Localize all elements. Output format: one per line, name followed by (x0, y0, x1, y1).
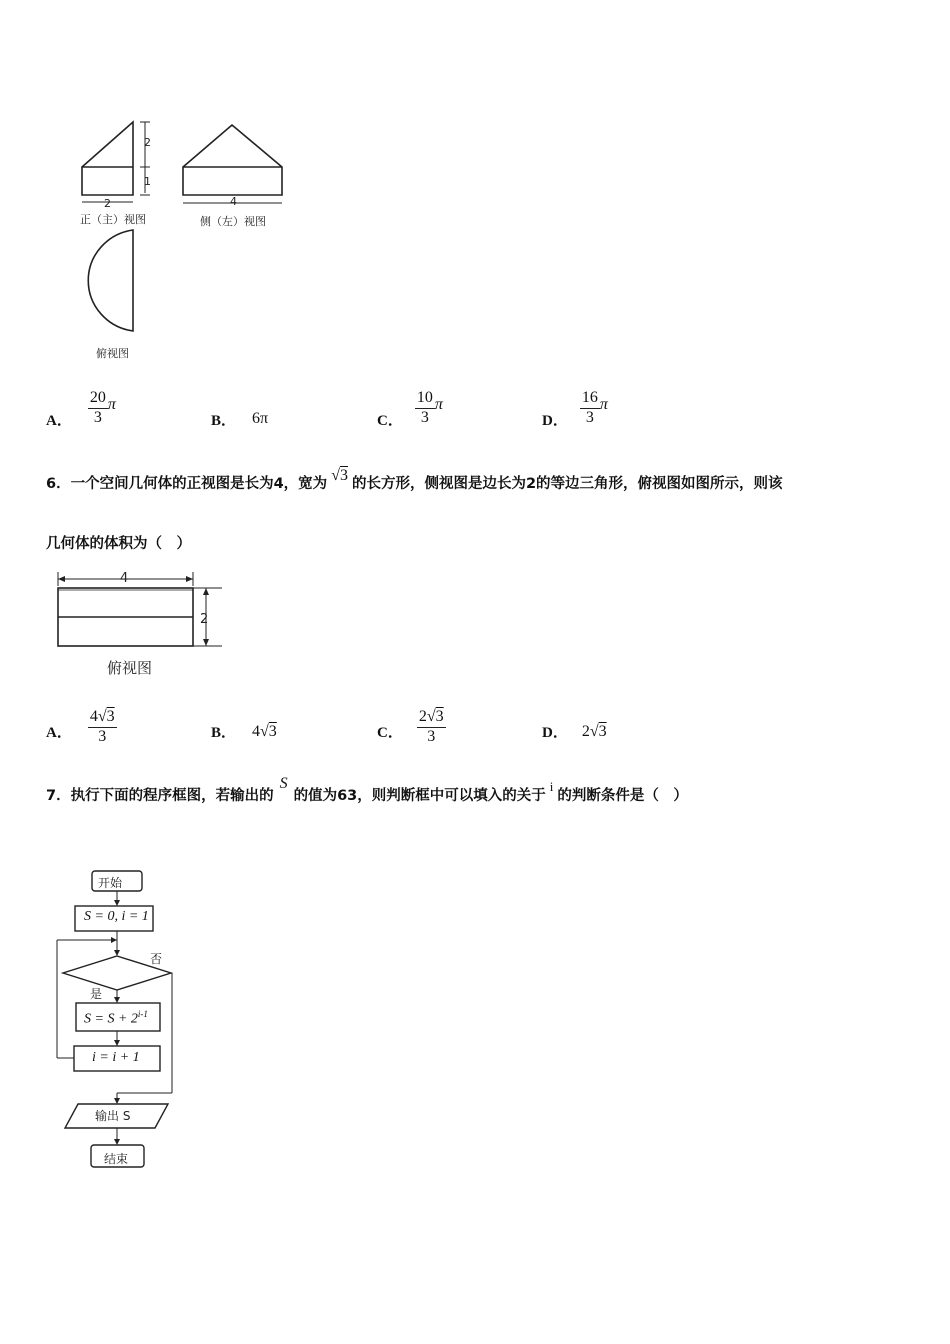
pi-symbol: π (599, 396, 608, 413)
q6-stem-line1 (46, 467, 783, 493)
front-dim-2: 2 (144, 136, 151, 149)
option-letter: C． (377, 724, 403, 741)
top-view-semicircle (88, 230, 133, 331)
q5-front-view (70, 115, 160, 215)
q6-option-a[interactable] (46, 702, 117, 752)
option-value: 2√3 (581, 723, 607, 740)
pi-symbol: π (434, 396, 443, 413)
option-letter: C． (377, 412, 403, 429)
fraction: $\frac{10}{3}$ (416, 389, 433, 426)
q7-text-b: 的值为63，则判断框中可以填入的关于 (293, 788, 546, 804)
q6-fig-caption: 俯视图 (107, 659, 153, 677)
q5-option-b[interactable] (211, 385, 268, 431)
flow-start-label: 开始 (98, 876, 123, 890)
q5-option-c[interactable] (377, 385, 443, 431)
front-view-caption: 正（主）视图 (80, 213, 146, 226)
top-view-caption: 俯视图 (96, 347, 129, 360)
pi-symbol: π (107, 396, 116, 413)
flow-update-label: $S = S + 2^{i-1}$ (84, 1009, 148, 1027)
q5-option-a[interactable] (46, 385, 116, 431)
flow-yes-label: 是 (90, 987, 103, 1001)
flow-output-label: 输出 S (95, 1109, 131, 1123)
flow-increment-label: i = i + 1 (92, 1050, 140, 1065)
option-value: 6π (252, 410, 269, 427)
q6-option-d[interactable] (542, 702, 607, 752)
fraction: $\frac{2√3}{3}$ (418, 708, 444, 745)
q7-stem (46, 775, 688, 805)
fraction: $\frac{16}{3}$ (581, 389, 598, 426)
side-view-caption: 侧（左）视图 (200, 215, 266, 228)
q6-dim-4: 4 (120, 571, 129, 586)
fraction: $\frac{20}{3}$ (89, 389, 106, 426)
option-letter: A． (46, 412, 72, 429)
q7-text-a: 7．执行下面的程序框图，若输出的 (46, 788, 274, 804)
q6-top-view (50, 570, 225, 655)
q5-top-view (75, 225, 145, 340)
option-letter: A． (46, 724, 72, 741)
q6-sqrt: √3 (331, 467, 348, 484)
front-view-outline (82, 122, 133, 195)
q6-text-b: 的长方形，侧视图是边长为2的等边三角形，俯视图如图所示，则该 (351, 476, 783, 492)
flow-init-label: S = 0, i = 1 (84, 909, 149, 924)
fraction: $\frac{4√3}{3}$ (89, 708, 115, 745)
flow-no-label: 否 (150, 952, 163, 966)
option-letter: B． (211, 724, 237, 741)
option-letter: B． (211, 412, 237, 429)
q7-var-i: i (549, 779, 554, 794)
q6-text-a: 6．一个空间几何体的正视图是长为4，宽为 (46, 476, 328, 492)
option-letter: D． (542, 412, 568, 429)
q6-dim-2: 2 (200, 612, 209, 627)
q7-var-s: S (279, 775, 288, 792)
option-value: 4√3 (252, 723, 277, 740)
q5-option-d[interactable] (542, 385, 608, 431)
q7-text-c: 的判断条件是（ ） (557, 788, 688, 804)
side-view-outline (183, 125, 282, 195)
q6-option-c[interactable] (377, 702, 446, 752)
flow-end-label: 结束 (104, 1152, 129, 1166)
side-dim-4: 4 (230, 195, 237, 208)
front-dim-2-bottom: 2 (104, 197, 111, 210)
front-dim-1: 1 (144, 175, 151, 188)
option-letter: D． (542, 724, 568, 741)
q6-option-b[interactable] (211, 702, 277, 752)
q6-stem-line2: 几何体的体积为（ ） (46, 536, 191, 552)
